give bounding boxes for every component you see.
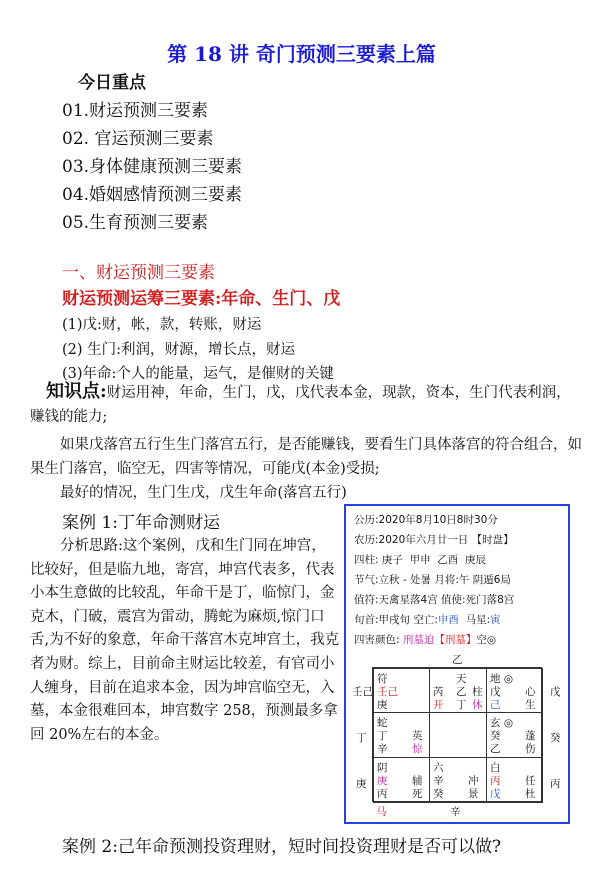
cell-text: 休 — [472, 699, 483, 711]
palace-cell — [373, 668, 430, 713]
maxing-value: 寅 — [490, 614, 501, 626]
knowledge-label: 知识点: — [46, 381, 107, 402]
palace-grid — [372, 667, 542, 802]
palace-cell-center — [429, 712, 487, 758]
cell-text: 开 — [433, 699, 444, 711]
bottom-label-ma: 马 — [376, 806, 387, 818]
page-title: 第 18 讲 奇门预测三要素上篇 — [167, 42, 436, 66]
cell-text: 英 — [412, 730, 423, 742]
case2-heading: 案例 2:己年命预测投资理财，短时间投资理财是否可以做? — [62, 837, 502, 857]
kongwang-value: 申酉 — [437, 614, 459, 626]
chart-zhifu: 值符:天禽星落4宫 值使:死门落8宫 — [354, 594, 515, 606]
cell-text: 辛 — [433, 775, 444, 787]
pillar: 庚子 — [381, 554, 403, 566]
section-heading: 一、财运预测三要素 — [62, 263, 215, 283]
cell-text: 戊 — [490, 686, 501, 698]
cell-text: 蛇 — [377, 717, 388, 729]
cell-text: 己 — [490, 699, 501, 711]
paragraph: 如果戊落宫五行生生门落宫五行，是否能赚钱，要看生门具体落宫的符合组合，如果生门落宫，临空无，四害等情况，可能戊(本金)受损; — [30, 437, 582, 477]
colors-c: 空◎ — [476, 634, 497, 646]
cell-text: 冲 — [468, 775, 479, 787]
maxing-label: 马星: — [465, 614, 491, 626]
palace-cell — [373, 757, 430, 803]
left-label: 丁 — [356, 732, 367, 744]
cell-text: 任 — [525, 775, 536, 787]
xunshou-text: 旬首:甲戌旬 空亡: — [354, 614, 438, 626]
knowledge-paragraph — [30, 380, 582, 429]
cell-text: 乙 — [490, 743, 501, 755]
knowledge-text: 财运用神，年命，生门，戊，戊代表本金，现款，资本，生门代表利润，赚钱的能力; — [30, 385, 571, 425]
cell-text: 壬己 — [377, 686, 398, 698]
cell-text: 惊 — [412, 743, 423, 755]
cell-text: 癸 — [490, 730, 501, 742]
cell-text: 白 — [490, 762, 501, 774]
qimen-chart — [344, 504, 570, 824]
paragraph: 最好的情况，生门生戊，戊生年命(落宫五行) — [60, 485, 347, 501]
bottom-label: 辛 — [450, 806, 461, 818]
pillar: 乙酉 — [437, 554, 459, 566]
right-label: 戊 — [550, 686, 561, 698]
right-label: 丙 — [550, 778, 561, 790]
chart-pillars — [354, 552, 486, 567]
case1-heading: 案例 1:丁年命测财运 — [62, 513, 220, 533]
cell-text: 庚 — [377, 699, 388, 711]
pillar: 庚辰 — [464, 554, 486, 566]
point-item: (3)年命:个人的能量，运气，是催财的关键 — [62, 366, 334, 382]
pillars-label: 四柱: — [354, 554, 379, 566]
cell-text: 戊 — [490, 788, 501, 800]
cell-text: 丁 — [377, 730, 388, 742]
cell-text: 六 — [433, 762, 444, 774]
cell-text: 符 — [377, 673, 388, 685]
left-label: 壬己 — [352, 686, 373, 698]
cell-text: 芮 — [433, 686, 444, 698]
section-subheading: 财运预测运筹三要素:年命、生门、戊 — [62, 289, 341, 309]
focus-item: 04.婚姻感情预测三要素 — [62, 185, 243, 205]
cell-text: 丙 — [377, 788, 388, 800]
chart-colors — [354, 632, 496, 647]
cell-text: 柱 — [472, 686, 483, 698]
cell-text: 生 — [525, 699, 536, 711]
palace-cell — [486, 757, 543, 803]
palace-cell — [486, 668, 543, 713]
top-label: 乙 — [452, 654, 463, 666]
focus-item: 03.身体健康预测三要素 — [62, 157, 243, 177]
focus-item: 02. 官运预测三要素 — [62, 129, 214, 149]
colors-label: 四害颜色: — [354, 634, 400, 646]
cell-text: 杜 — [525, 788, 536, 800]
colors-a: 刑墓迫 — [402, 634, 435, 646]
focus-item: 01.财运预测三要素 — [62, 101, 209, 121]
cell-text: 蓬 — [525, 730, 536, 742]
cell-text: 玄 ◎ — [490, 717, 513, 729]
left-label: 庚 — [356, 778, 367, 790]
cell-text: 景 — [468, 788, 479, 800]
chart-gregorian: 公历:2020年8月10日8时30分 — [354, 514, 498, 526]
palace-cell — [486, 712, 543, 758]
point-item: (2) 生门:利润，财源，增长点，财运 — [62, 342, 296, 358]
pillar: 甲申 — [409, 554, 431, 566]
cell-text: 癸 — [433, 788, 444, 800]
case1-analysis: 分析思路:这个案例，戊和生门同在坤宫，比较好，但是临九地，寄宫，坤宫代表多，代表小本生意做的比较乱，年命干是丁，临惊门，金克木，门破，震宫为雷动，腾蛇为麻烦,惊门口舌,为不好的象意，年命干落宫木克坤宫土，我克者为财。综上，目前命主财运比较差，有官司小人缠身，目前在追求本金，因为坤宫临空无，入墓，本金很难回本，坤宫数字 258，预测最多拿回 20%左右的本金。 — [30, 538, 340, 743]
palace-cell — [373, 712, 430, 758]
cell-text: 丁 — [456, 699, 467, 711]
cell-text: 天 — [456, 673, 467, 685]
point-item: (1)戊:财，帐，款，转账，财运 — [62, 317, 262, 333]
cell-text: 伤 — [525, 743, 536, 755]
cell-text: 辛 — [377, 743, 388, 755]
chart-lunar: 农历:2020年六月廿一日 【时盘】 — [354, 534, 514, 546]
focus-heading: 今日重点 — [78, 73, 146, 93]
cell-text: 丙 — [490, 775, 501, 787]
chart-xunshou — [354, 612, 501, 627]
chart-solar-term: 节气:立秋 - 处暑 月将:午 阴遁6局 — [354, 574, 511, 586]
cell-text: 乙 — [456, 686, 467, 698]
cell-text: 庚 — [377, 775, 388, 787]
right-label: 癸 — [550, 732, 561, 744]
cell-text: 阴 — [377, 762, 388, 774]
focus-item: 05.生育预测三要素 — [62, 213, 209, 233]
cell-text: 地 ◎ — [490, 673, 513, 685]
cell-text: 辅 — [412, 775, 423, 787]
cell-text: 心 — [525, 686, 536, 698]
cell-text: 死 — [412, 788, 423, 800]
palace-cell — [429, 668, 487, 713]
palace-cell — [429, 757, 487, 803]
colors-b: 【刑墓】 — [434, 634, 477, 646]
